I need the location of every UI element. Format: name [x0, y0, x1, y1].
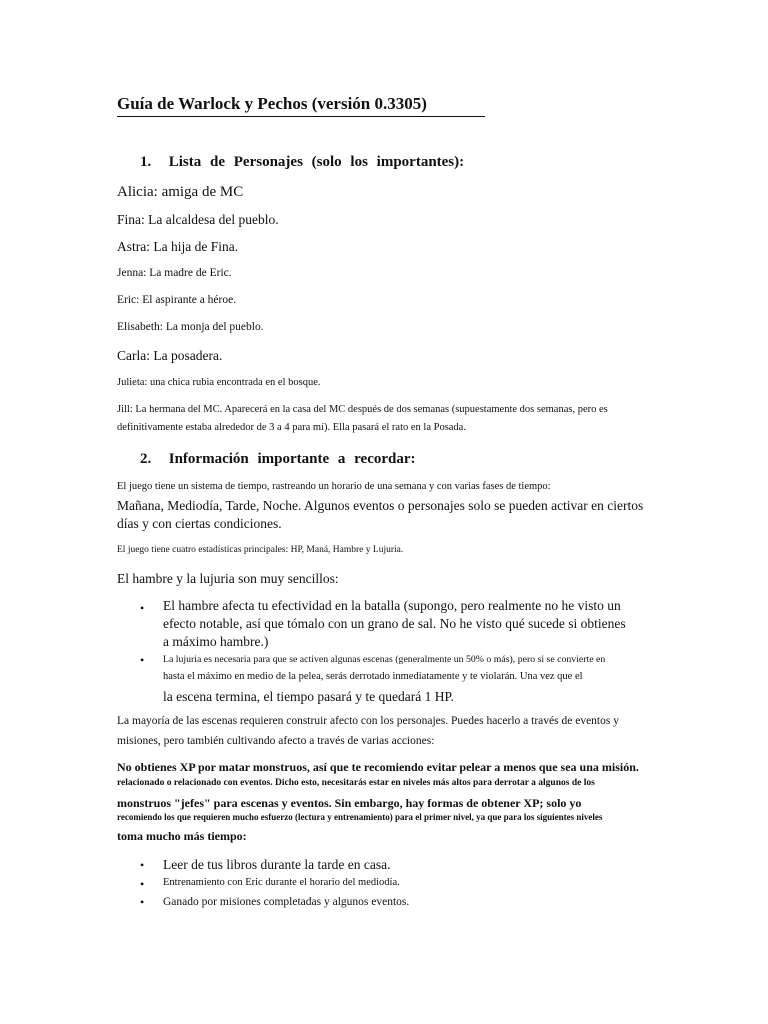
section-heading-characters: 1. Lista de Personajes (solo los importantes): [140, 154, 465, 170]
bullet-marker: • [140, 653, 145, 667]
bullet-marker: • [140, 895, 145, 909]
bullet-marker: • [140, 858, 145, 872]
document-title: Guía de Warlock y Pechos (versión 0.3305) [117, 94, 485, 117]
paragraph-time-line3: días y con ciertas condiciones. [117, 516, 282, 531]
paragraph-hunger-lust: El hambre y la lujuria son muy sencillos: [117, 571, 339, 586]
character-jenna: Jenna: La madre de Eric. [117, 267, 232, 279]
bullet-xp-quests: Ganado por misiones completadas y algunos eventos. [163, 896, 410, 908]
character-elisabeth: Elisabeth: La monja del pueblo. [117, 321, 264, 333]
bullet-lust-line2: hasta el máximo en medio de la pelea, serás derrotado inmediatamente y te violarán. Una vez que el [163, 671, 583, 682]
bullet-lust-line1: La lujuria es necesaria para que se activen algunas escenas (generalmente un 50% o más), pero si se convierte en [163, 654, 606, 665]
bold-xp-line2: relacionado o relacionado con eventos. Dicho esto, necesitarás estar en niveles más altos para derrotar a algunos de los [117, 778, 595, 788]
character-carla: Carla: La posadera. [117, 348, 223, 363]
bold-xp-line4: recomiendo los que requieren mucho esfuerzo (lectura y entrenamiento) para el primer nivel, ya que para los siguientes niveles [117, 812, 603, 822]
character-astra: Astra: La hija de Fina. [117, 239, 239, 254]
bullet-marker: • [140, 877, 145, 891]
bold-xp-line3: monstruos "jefes" para escenas y eventos. Sin embargo, hay formas de obtener XP; solo yo [117, 796, 582, 810]
bullet-xp-reading: Leer de tus libros durante la tarde en casa. [163, 857, 391, 872]
bullet-hunger-line1: El hambre afecta tu efectividad en la batalla (supongo, pero realmente no he visto un [163, 598, 621, 613]
character-jill-line2: definitivamente estaba alrededor de 3 a 4 para mí). Ella pasará el rato en la Posada. [117, 422, 466, 433]
bullet-marker: • [140, 601, 145, 615]
section-heading-info: 2. Información importante a recordar: [140, 451, 416, 467]
character-julieta: Julieta: una chica rubia encontrada en el bosque. [117, 377, 321, 388]
paragraph-time-line1: El juego tiene un sistema de tiempo, rastreando un horario de una semana y con varias fases de tiempo: [117, 481, 551, 492]
paragraph-stats: El juego tiene cuatro estadísticas principales: HP, Maná, Hambre y Lujuria. [117, 545, 404, 555]
bold-xp-line5: toma mucho más tiempo: [117, 829, 247, 843]
bullet-xp-training: Entrenamiento con Eric durante el horario del mediodía. [163, 877, 400, 888]
bold-xp-line1: No obtienes XP por matar monstruos, así que te recomiendo evitar pelear a menos que sea una misión. [117, 760, 639, 774]
paragraph-affection-line1: La mayoría de las escenas requieren construir afecto con los personajes. Puedes hacerlo a través de eventos y [117, 715, 619, 727]
bullet-hunger-line3: a máximo hambre.) [163, 634, 269, 649]
character-alicia: Alicia: amiga de MC [117, 184, 244, 200]
bullet-lust-line3: la escena termina, el tiempo pasará y te quedará 1 HP. [163, 689, 454, 704]
character-fina: Fina: La alcaldesa del pueblo. [117, 212, 279, 227]
character-jill-line1: Jill: La hermana del MC. Aparecerá en la casa del MC después de dos semanas (supuestamente dos semanas, pero es [117, 404, 608, 415]
paragraph-time-line2: Mañana, Mediodía, Tarde, Noche. Algunos eventos o personajes solo se pueden activar en ciertos [117, 498, 644, 513]
paragraph-affection-line2: misiones, pero también cultivando afecto a través de varias acciones: [117, 735, 435, 747]
bullet-hunger-line2: efecto notable, así que tómalo con un grano de sal. No he visto qué sucede si obtienes [163, 616, 626, 631]
character-eric: Eric: El aspirante a héroe. [117, 294, 237, 306]
